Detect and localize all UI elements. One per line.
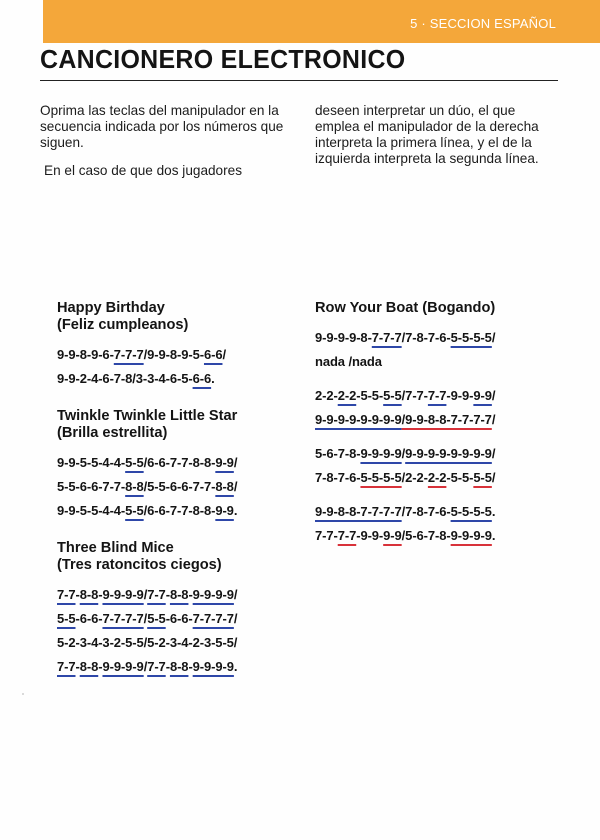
note-segment-underlined: 7-7-7 — [113, 347, 144, 362]
note-segment: . — [491, 528, 496, 543]
note-segment-underlined: 9-9 — [215, 455, 234, 470]
note-segment: /5-6-7-8- — [401, 528, 451, 543]
note-segment-underlined: 5-5 — [125, 455, 144, 470]
note-segment: 5-6-7-8- — [315, 446, 361, 461]
note-segment: / — [143, 611, 148, 626]
songs-right-column — [315, 300, 575, 565]
note-segment: /5-5-6-6-7-7- — [143, 479, 216, 494]
note-sequence-line — [315, 350, 575, 374]
note-segment: . — [211, 371, 215, 386]
note-segment-underlined: 8-8 — [169, 587, 189, 602]
note-segment-underlined: 8-8 — [79, 587, 99, 602]
note-segment: - — [98, 587, 103, 602]
note-sequence-line — [315, 442, 575, 466]
note-segment: - — [165, 659, 170, 674]
note-segment: -6-6- — [75, 611, 103, 626]
song-title — [57, 300, 317, 334]
song-subtitle: (Feliz cumpleanos) — [57, 317, 189, 333]
note-segment: / — [491, 330, 496, 345]
note-segment-underlined: 2-2 — [337, 388, 357, 403]
note-segment: -5-5- — [356, 388, 384, 403]
line-gap — [315, 374, 575, 384]
note-segment: / — [233, 479, 238, 494]
note-sequence-line — [315, 500, 575, 524]
note-segment-underlined: 9-9-9-9 — [102, 659, 144, 674]
note-segment-underlined: 7-7-7-7 — [192, 611, 234, 626]
note-segment: - — [188, 587, 193, 602]
note-segment: nada /nada — [315, 354, 382, 369]
note-segment: . — [491, 504, 496, 519]
note-segment: 7-8-7-6- — [315, 470, 361, 485]
song-twinkle-twinkle — [57, 408, 317, 523]
note-segment-underlined: 9-9-9-9 — [102, 587, 144, 602]
note-segment: 7-7- — [315, 528, 338, 543]
note-segment-underlined: 2-2 — [427, 470, 447, 485]
note-segment: 9-9-2-4-6-7-8/3-3-4-6-5- — [57, 371, 193, 386]
note-segment: / — [491, 470, 496, 485]
note-segment: / — [222, 347, 226, 362]
song-lines — [57, 451, 317, 523]
song-title-text: Row Your Boat (Bogando) — [315, 300, 496, 316]
note-segment-underlined: 5-5 — [473, 470, 492, 485]
note-segment: /2-2- — [401, 470, 428, 485]
note-segment-underlined: 6-6 — [203, 347, 223, 362]
song-title — [57, 408, 317, 442]
note-segment-underlined: 9-9-9-9 — [360, 446, 402, 461]
note-segment: 9-9-5-5-4-4- — [57, 503, 126, 518]
note-segment-underlined: 7-7 — [337, 528, 357, 543]
note-sequence-line — [57, 367, 317, 391]
song-title-text: Happy Birthday — [57, 300, 165, 316]
note-segment-underlined: 8-8 — [79, 659, 99, 674]
song-lines — [315, 326, 575, 548]
note-sequence-line — [57, 499, 317, 523]
title-rule — [40, 80, 558, 81]
note-segment-underlined: 5-5-5-5 — [450, 330, 492, 345]
note-sequence-line — [57, 451, 317, 475]
note-segment: /6-6-7-7-8-8- — [143, 455, 216, 470]
line-gap — [315, 432, 575, 442]
note-segment: -9-9- — [356, 528, 384, 543]
note-sequence-line — [57, 343, 317, 367]
note-segment: -5-5- — [446, 470, 474, 485]
note-segment-underlined: 8-8 — [169, 659, 189, 674]
note-segment: 9-9-9-9-8- — [315, 330, 372, 345]
note-segment-underlined: 5-5 — [383, 388, 402, 403]
note-segment: - — [98, 659, 103, 674]
song-row-your-boat — [315, 300, 575, 548]
note-segment: / — [491, 412, 496, 427]
note-segment: 9-9-8-9-6- — [57, 347, 114, 362]
note-segment: /6-6-7-7-8-8- — [143, 503, 216, 518]
note-segment: / — [401, 446, 406, 461]
song-title-text: Three Blind Mice — [57, 540, 174, 556]
note-segment-underlined: 5-5 — [147, 611, 166, 626]
note-segment-underlined: /9-9-8-8-7-7-7-7 — [401, 412, 492, 427]
note-segment: - — [188, 659, 193, 674]
note-segment-underlined: 9-9-9-9 — [192, 587, 234, 602]
note-segment-underlined: 5-5-5-5 — [360, 470, 402, 485]
song-title — [57, 540, 317, 574]
note-segment-underlined: 9-9-9-9 — [192, 659, 234, 674]
note-sequence-line — [315, 408, 575, 432]
note-segment-underlined: 7-7 — [147, 587, 166, 602]
song-title-text: Twinkle Twinkle Little Star — [57, 408, 238, 424]
note-segment: /9-9-8-9-5- — [143, 347, 204, 362]
note-segment-underlined: 7-7 — [57, 587, 76, 602]
note-segment-underlined: 7-7 — [427, 388, 447, 403]
intro-right-paragraph: deseen interpretar un dúo, el que emplea el manipulador de la derecha interpreta la primera línea, y el de la izquierda interpreta la segunda línea. — [315, 103, 539, 166]
section-label: 5 · SECCION ESPAÑOL — [410, 16, 556, 31]
note-segment-underlined: 7-7-7-7 — [102, 611, 144, 626]
page-speck — [22, 693, 24, 695]
note-segment-underlined: 9-9-8-8-7-7-7-7 — [315, 504, 402, 519]
note-segment: / — [233, 611, 238, 626]
song-subtitle: (Tres ratoncitos ciegos) — [57, 557, 222, 573]
song-lines — [57, 343, 317, 391]
note-segment: . — [233, 659, 238, 674]
note-segment-underlined: 9-9 — [383, 528, 402, 543]
note-sequence-line — [315, 326, 575, 350]
note-segment: -6-6- — [165, 611, 193, 626]
note-sequence-line — [57, 631, 317, 655]
note-segment: / — [233, 455, 238, 470]
section-tab — [43, 0, 600, 43]
song-subtitle: (Brilla estrellita) — [57, 425, 168, 441]
note-segment: -9-9- — [446, 388, 474, 403]
note-segment: 5-5-6-6-7-7- — [57, 479, 126, 494]
note-segment: / — [143, 587, 148, 602]
note-sequence-line — [315, 524, 575, 548]
page-title: CANCIONERO ELECTRONICO — [40, 44, 406, 74]
note-segment-underlined: 5-5 — [125, 503, 144, 518]
note-segment-underlined: 8-8 — [125, 479, 144, 494]
song-title — [315, 300, 575, 317]
song-three-blind-mice — [57, 540, 317, 679]
note-segment: / — [491, 388, 496, 403]
note-segment: / — [143, 659, 148, 674]
note-segment: 2-2- — [315, 388, 338, 403]
note-segment-underlined: 9-9 — [215, 503, 234, 518]
note-segment-underlined: 5-5-5-5 — [450, 504, 492, 519]
note-segment-underlined: 6-6 — [192, 371, 212, 386]
song-lines — [57, 583, 317, 679]
songs-left-column — [57, 300, 317, 696]
song-happy-birthday — [57, 300, 317, 391]
note-segment: . — [233, 503, 238, 518]
note-segment-underlined: 7-7 — [57, 659, 76, 674]
note-sequence-line — [57, 583, 317, 607]
line-gap — [315, 490, 575, 500]
note-segment-underlined: 9-9-9-9 — [450, 528, 492, 543]
note-segment-underlined: 9-9 — [473, 388, 492, 403]
note-sequence-line — [315, 384, 575, 408]
note-segment-underlined: 9-9-9-9-9-9-9-9 — [315, 412, 402, 427]
note-sequence-line — [315, 466, 575, 490]
note-segment: 5-2-3-4-3-2-5-5/5-2-3-4-2-3-5-5/ — [57, 635, 238, 650]
note-segment-underlined: 9-9-9-9-9-9-9-9 — [405, 446, 492, 461]
note-segment: - — [165, 587, 170, 602]
note-segment: / — [491, 446, 496, 461]
note-segment-underlined: 7-7 — [147, 659, 166, 674]
note-segment: 9-9-5-5-4-4- — [57, 455, 126, 470]
note-segment: / — [233, 587, 238, 602]
intro-left-paragraph-2: En el caso de que dos jugadores — [44, 163, 243, 178]
note-segment: /7-8-7-6- — [401, 330, 451, 345]
note-segment: - — [75, 659, 80, 674]
intro-left-paragraph-1: Oprima las teclas del manipulador en la secuencia indicada por los números que siguen. — [40, 103, 284, 150]
note-segment-underlined: 7-7-7 — [371, 330, 402, 345]
note-segment: /7-8-7-6- — [401, 504, 451, 519]
note-segment-underlined: 8-8 — [215, 479, 234, 494]
note-sequence-line — [57, 607, 317, 631]
note-sequence-line — [57, 475, 317, 499]
note-sequence-line — [57, 655, 317, 679]
note-segment: /7-7- — [401, 388, 428, 403]
note-segment: - — [75, 587, 80, 602]
note-segment-underlined: 5-5 — [57, 611, 76, 626]
